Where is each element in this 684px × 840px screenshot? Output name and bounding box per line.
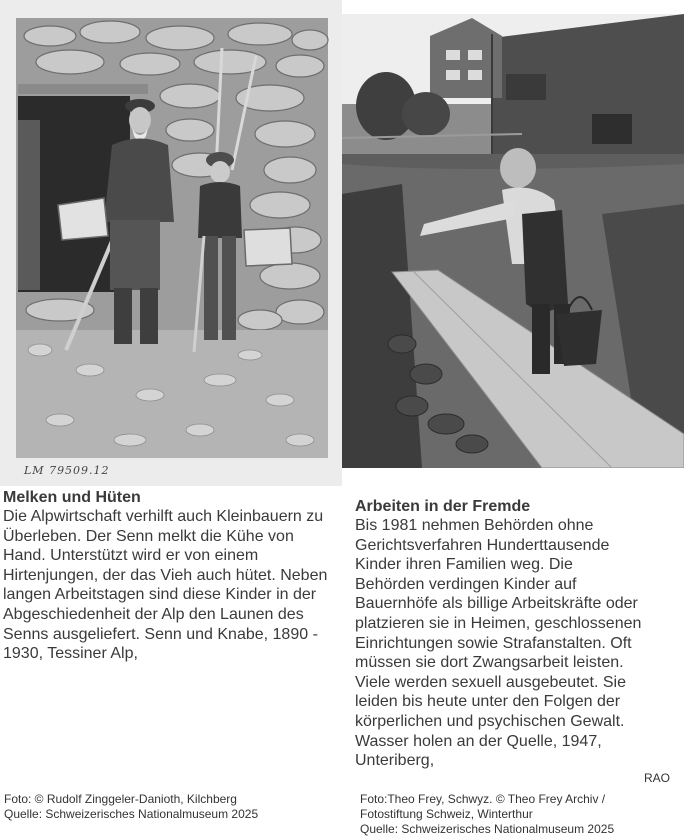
archive-reference-mark: LM 79509.12 xyxy=(24,464,110,477)
credit-left xyxy=(4,792,258,822)
caption-right-line: müssen sie dort Zwangsarbeit leisten. xyxy=(355,654,624,672)
caption-right-line: Behörden verdingen Kinder auf xyxy=(355,575,577,593)
credit-right-photographer: Foto:Theo Frey, Schwyz. © Theo Frey Archiv / xyxy=(360,792,606,806)
caption-right-line: Unteriberg, xyxy=(355,752,435,770)
caption-right-line: körperlichen und psychischen Gewalt. xyxy=(355,712,625,730)
author-initials: RAO xyxy=(644,771,671,785)
caption-left xyxy=(3,488,340,664)
caption-right-line: Viele werden sexuell ausgebeutet. Sie xyxy=(355,673,626,691)
caption-right-line: leiden bis heute unter den Folgen der xyxy=(355,693,621,711)
caption-left-body: Die Alpwirtschaft verhilft auch Kleinbauern zu Überleben. Der Senn melkt die Kühe von Hand. Unterstützt wird er von einem Hirtenjungen, der das Vieh auch hütet. Neben langen Arbeitstagen sind diese Kinder in der Abgeschiedenheit der Alp den Launen des Senns ausgeliefert. Senn und Knabe, 1890 - 1930, Tessiner Alp, xyxy=(3,508,328,663)
caption-right-line: Bauernhöfe als billige Arbeitskräfte oder xyxy=(355,595,638,613)
caption-right-line: Kinder ihren Familien weg. Die xyxy=(355,556,573,574)
caption-right-body xyxy=(355,516,684,771)
credit-left-photographer: Foto: © Rudolf Zinggeler-Danioth, Kilchberg xyxy=(4,792,237,806)
caption-left-title: Melken und Hüten xyxy=(3,489,141,506)
caption-right-line: Wasser holen an der Quelle, 1947, xyxy=(355,732,602,750)
caption-right-line: Bis 1981 nehmen Behörden ohne xyxy=(355,517,594,534)
photo-boy-carrying-water-image xyxy=(342,14,684,468)
caption-right-line: Gerichtsverfahren Hunderttausende xyxy=(355,536,610,554)
credit-right-foundation: Fotostiftung Schweiz, Winterthur xyxy=(360,807,533,821)
caption-right-line: Einrichtungen sowie Strafanstalten. Oft xyxy=(355,634,632,652)
credit-right xyxy=(360,792,614,837)
photo-boy-carrying-water xyxy=(342,14,684,468)
caption-right xyxy=(355,497,684,771)
photo-herder-and-boy-image xyxy=(0,0,342,486)
photo-herder-and-boy xyxy=(0,0,342,486)
credit-right-source: Quelle: Schweizerisches Nationalmuseum 2025 xyxy=(360,822,615,836)
caption-right-title: Arbeiten in der Fremde xyxy=(355,498,531,515)
credit-left-source: Quelle: Schweizerisches Nationalmuseum 2025 xyxy=(4,807,259,821)
caption-right-line: platzieren sie in Heimen, geschlossenen xyxy=(355,614,642,632)
